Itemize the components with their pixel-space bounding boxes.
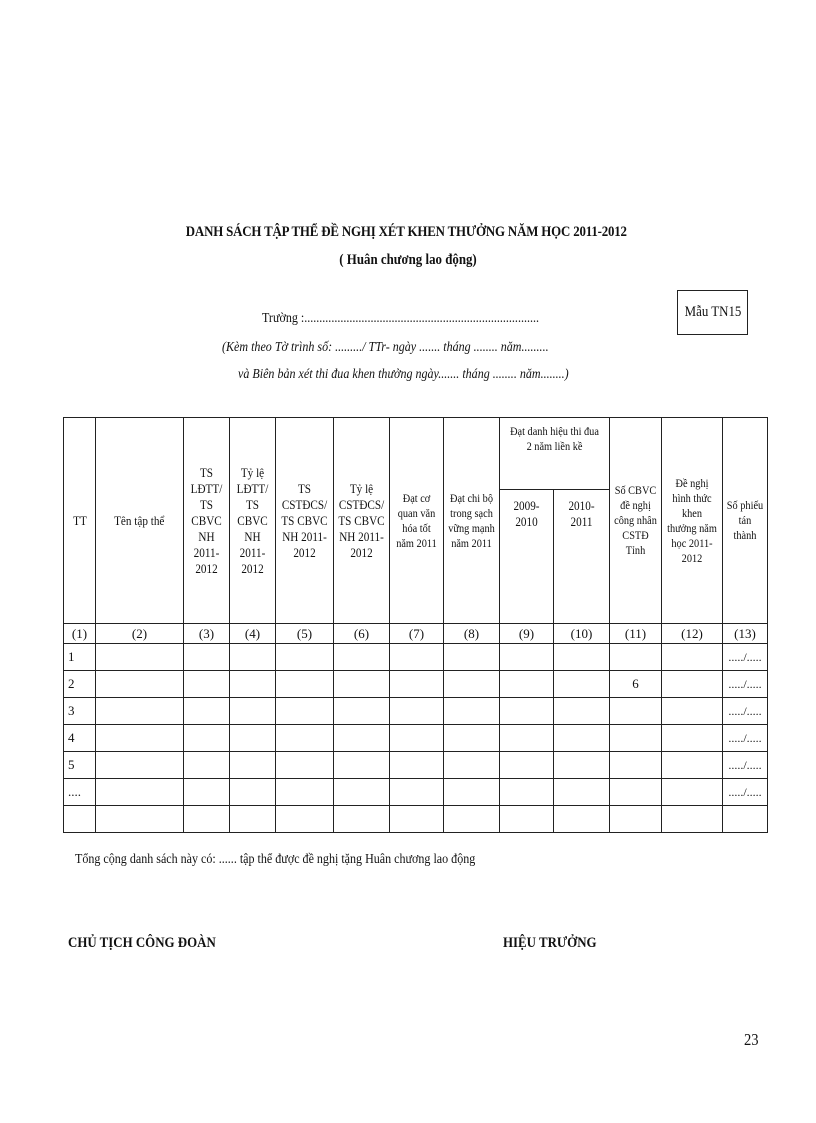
empty-cell xyxy=(96,806,184,833)
header-name: Tên tập thể xyxy=(96,418,184,624)
empty-cell xyxy=(276,779,334,806)
empty-cell xyxy=(334,779,390,806)
column-index-cell: (10) xyxy=(554,624,610,644)
table-row xyxy=(64,806,768,833)
table-row xyxy=(64,671,768,698)
column-index-cell: (13) xyxy=(723,624,768,644)
column-index-cell: (12) xyxy=(662,624,723,644)
column-index-cell: (9) xyxy=(500,624,554,644)
empty-cell xyxy=(230,806,276,833)
header-c10: 2010-2011 xyxy=(554,490,610,624)
empty-cell xyxy=(444,779,500,806)
empty-cell xyxy=(276,752,334,779)
empty-cell xyxy=(276,725,334,752)
row-number: .... xyxy=(64,779,96,806)
empty-cell xyxy=(184,725,230,752)
empty-cell xyxy=(662,644,723,671)
empty-cell xyxy=(276,644,334,671)
cell-cstd-count xyxy=(610,644,662,671)
empty-cell xyxy=(444,644,500,671)
empty-cell xyxy=(444,752,500,779)
cell-cstd-count xyxy=(610,698,662,725)
column-index-row xyxy=(64,624,768,644)
column-index-cell: (2) xyxy=(96,624,184,644)
empty-cell xyxy=(96,698,184,725)
row-number: 3 xyxy=(64,698,96,725)
column-index-cell: (8) xyxy=(444,624,500,644)
empty-cell xyxy=(554,698,610,725)
empty-cell xyxy=(276,698,334,725)
empty-cell xyxy=(500,779,554,806)
empty-cell xyxy=(334,644,390,671)
column-index-cell: (3) xyxy=(184,624,230,644)
header-c7: Đạt cơ quan văn hóa tốt năm 2011 xyxy=(390,418,444,624)
empty-cell xyxy=(390,698,444,725)
empty-cell xyxy=(96,644,184,671)
table-row xyxy=(64,752,768,779)
empty-cell xyxy=(390,806,444,833)
empty-cell xyxy=(500,806,554,833)
empty-cell xyxy=(334,698,390,725)
form-code: Mẫu TN15 xyxy=(684,304,741,320)
column-index-cell: (1) xyxy=(64,624,96,644)
empty-cell xyxy=(230,779,276,806)
empty-cell xyxy=(334,752,390,779)
table-row xyxy=(64,698,768,725)
empty-cell xyxy=(500,725,554,752)
cell-cstd-count xyxy=(610,806,662,833)
nomination-table xyxy=(63,417,768,833)
empty-cell xyxy=(662,806,723,833)
empty-cell xyxy=(500,644,554,671)
table-row xyxy=(64,725,768,752)
empty-cell xyxy=(662,725,723,752)
column-index-cell: (5) xyxy=(276,624,334,644)
empty-cell xyxy=(96,779,184,806)
cell-approval-votes xyxy=(723,806,768,833)
empty-cell xyxy=(390,779,444,806)
summary-text: Tổng cộng danh sách này có: ...... tập thể được đề nghị tặng Huân chương lao động xyxy=(75,852,476,867)
attached-line: (Kèm theo Tờ trình số: ........./ TTr- ngày ....... tháng ........ năm......... xyxy=(222,340,549,355)
cell-approval-votes: ...../..... xyxy=(723,752,768,779)
empty-cell xyxy=(444,725,500,752)
empty-cell xyxy=(390,671,444,698)
column-index-cell: (4) xyxy=(230,624,276,644)
document-title: DANH SÁCH TẬP THỂ ĐỀ NGHỊ XÉT KHEN THƯỞNG NĂM HỌC 2011-2012 xyxy=(185,224,627,240)
signature-principal: HIỆU TRƯỞNG xyxy=(503,935,597,951)
page-number: 23 xyxy=(744,1030,759,1049)
school-line: Trường :.............................................................................. xyxy=(262,311,540,326)
cell-cstd-count xyxy=(610,725,662,752)
cell-approval-votes: ...../..... xyxy=(723,644,768,671)
minutes-line: và Biên bản xét thi đua khen thưởng ngày....... tháng ........ năm........) xyxy=(238,367,569,382)
header-c11: Số CBVC đề nghị công nhân CSTĐ Tỉnh xyxy=(610,418,662,624)
empty-cell xyxy=(184,752,230,779)
table-row xyxy=(64,779,768,806)
empty-cell xyxy=(96,752,184,779)
empty-cell xyxy=(184,806,230,833)
empty-cell xyxy=(662,671,723,698)
table-body xyxy=(64,644,768,833)
empty-cell xyxy=(184,779,230,806)
header-c9: 2009-2010 xyxy=(500,490,554,624)
column-index-cell: (7) xyxy=(390,624,444,644)
empty-cell xyxy=(390,752,444,779)
empty-cell xyxy=(554,752,610,779)
empty-cell xyxy=(444,698,500,725)
empty-cell xyxy=(554,725,610,752)
empty-cell xyxy=(276,671,334,698)
empty-cell xyxy=(96,725,184,752)
header-c4: Tỷ lệ LĐTT/ TS CBVC NH 2011-2012 xyxy=(230,418,276,624)
empty-cell xyxy=(390,644,444,671)
cell-cstd-count: 6 xyxy=(610,671,662,698)
header-c12: Đề nghị hình thức khen thưởng năm học 2011-2012 xyxy=(662,418,723,624)
empty-cell xyxy=(554,779,610,806)
empty-cell xyxy=(500,671,554,698)
empty-cell xyxy=(500,698,554,725)
empty-cell xyxy=(334,806,390,833)
empty-cell xyxy=(500,752,554,779)
signature-union-chair: CHỦ TỊCH CÔNG ĐOÀN xyxy=(68,935,216,951)
column-index-cell: (6) xyxy=(334,624,390,644)
empty-cell xyxy=(444,806,500,833)
header-c8: Đạt chi bộ trong sạch vững mạnh năm 2011 xyxy=(444,418,500,624)
header-c13: Số phiếu tán thành xyxy=(723,418,768,624)
empty-cell xyxy=(662,698,723,725)
header-c5: TS CSTĐCS/ TS CBVC NH 2011-2012 xyxy=(276,418,334,624)
row-number xyxy=(64,806,96,833)
empty-cell xyxy=(230,644,276,671)
empty-cell xyxy=(184,698,230,725)
empty-cell xyxy=(230,725,276,752)
row-number: 2 xyxy=(64,671,96,698)
row-number: 4 xyxy=(64,725,96,752)
empty-cell xyxy=(184,671,230,698)
column-index-cell: (11) xyxy=(610,624,662,644)
empty-cell xyxy=(276,806,334,833)
table-row xyxy=(64,644,768,671)
empty-cell xyxy=(444,671,500,698)
document-subtitle: ( Huân chương lao động) xyxy=(339,252,477,268)
empty-cell xyxy=(554,671,610,698)
cell-approval-votes: ...../..... xyxy=(723,779,768,806)
cell-cstd-count xyxy=(610,779,662,806)
empty-cell xyxy=(230,671,276,698)
empty-cell xyxy=(334,671,390,698)
row-number: 5 xyxy=(64,752,96,779)
cell-cstd-count xyxy=(610,752,662,779)
row-number: 1 xyxy=(64,644,96,671)
empty-cell xyxy=(230,698,276,725)
empty-cell xyxy=(96,671,184,698)
empty-cell xyxy=(662,779,723,806)
empty-cell xyxy=(390,725,444,752)
empty-cell xyxy=(334,725,390,752)
form-code-box xyxy=(677,290,748,335)
empty-cell xyxy=(184,644,230,671)
empty-cell xyxy=(662,752,723,779)
empty-cell xyxy=(230,752,276,779)
header-c9-group: Đạt danh hiệu thi đua 2 năm liền kề xyxy=(500,418,610,490)
cell-approval-votes: ...../..... xyxy=(723,671,768,698)
cell-approval-votes: ...../..... xyxy=(723,725,768,752)
header-c3: TS LĐTT/ TS CBVC NH 2011-2012 xyxy=(184,418,230,624)
empty-cell xyxy=(554,644,610,671)
header-tt: TT xyxy=(64,418,96,624)
header-c6: Tỷ lệ CSTĐCS/ TS CBVC NH 2011-2012 xyxy=(334,418,390,624)
empty-cell xyxy=(554,806,610,833)
cell-approval-votes: ...../..... xyxy=(723,698,768,725)
